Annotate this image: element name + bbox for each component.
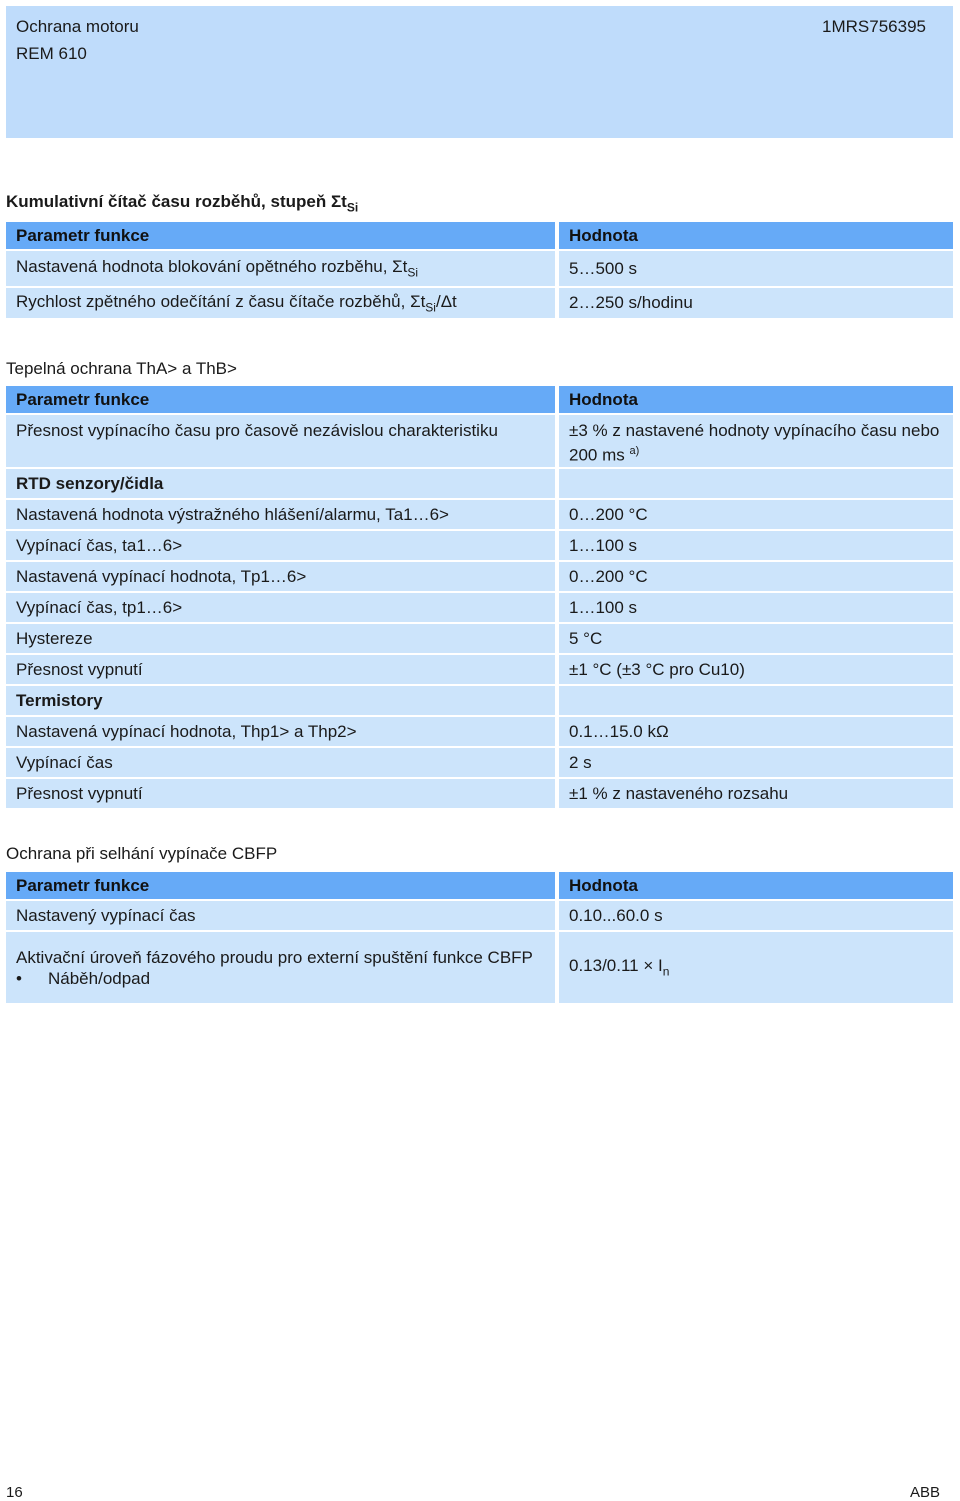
table-row (6, 932, 953, 1005)
value-cell: 5 °C (555, 624, 953, 655)
table-row (6, 562, 953, 593)
value-cell: 0.10...60.0 s (555, 901, 953, 932)
table-row (6, 593, 953, 624)
footnote-marker: a) (629, 445, 640, 457)
value-cell: 1…100 s (555, 531, 953, 562)
parameter-cell: Vypínací čas, tp1…6> (6, 593, 555, 624)
subsection-row-rtd (6, 469, 953, 500)
table-row (6, 415, 953, 469)
column-header-value: Hodnota (555, 386, 953, 415)
parameter-cell: Přesnost vypínacího času pro časově nezávislou charakteristiku (6, 415, 555, 469)
column-header-parameter: Parametr funkce (6, 386, 555, 415)
value-cell: 2…250 s/hodinu (555, 288, 953, 320)
table-cbfp (6, 872, 953, 1005)
parameter-cell: Přesnost vypnutí (6, 779, 555, 810)
value-cell: 5…500 s (555, 251, 953, 288)
column-header-value: Hodnota (555, 222, 953, 251)
section-title-cumulative-counter: Kumulativní čítač času rozběhů, stupeň $\Sigma t_{Si}$ (6, 192, 359, 215)
bullet-marker: • (16, 968, 22, 988)
table-row (6, 655, 953, 686)
page-header (6, 6, 953, 138)
value-cell: 0…200 °C (555, 562, 953, 593)
value-cell: 2 s (555, 748, 953, 779)
value-cell: ±3 % z nastavené hodnoty vypínacího času nebo 200 ms $^{a)}$ (555, 415, 953, 469)
table-row (6, 717, 953, 748)
parameter-cell: Hystereze (6, 624, 555, 655)
parameter-cell: Nastavený vypínací čas (6, 901, 555, 932)
subsection-label: RTD senzory/čidla (6, 469, 555, 500)
subsection-row-thermistors (6, 686, 953, 717)
parameter-cell: Rychlost zpětného odečítání z času čítače rozběhů, $\Sigma t_{Si}/\Delta t$ (6, 288, 555, 320)
value-cell: 0.1…15.0 kΩ (555, 717, 953, 748)
table-row (6, 901, 953, 932)
parameter-cell: Nastavená hodnota výstražného hlášení/alarmu, Ta1…6> (6, 500, 555, 531)
value-cell: 1…100 s (555, 593, 953, 624)
device-model: REM 610 (16, 44, 87, 63)
table-header-row (6, 872, 953, 901)
table-row (6, 500, 953, 531)
column-header-parameter: Parametr funkce (6, 222, 555, 251)
table-row (6, 779, 953, 810)
value-cell: ±1 % z nastaveného rozsahu (555, 779, 953, 810)
parameter-cell: Vypínací čas, ta1…6> (6, 531, 555, 562)
column-header-value: Hodnota (555, 872, 953, 901)
section-title-thermal-protection: Tepelná ochrana ThA> a ThB> (6, 359, 237, 378)
brand-name: ABB (909, 1484, 940, 1501)
table-row (6, 624, 953, 655)
parameter-cell: Vypínací čas (6, 748, 555, 779)
table-row (6, 251, 953, 288)
parameter-cell: Nastavená hodnota blokování opětného rozběhu, $\Sigma t_{Si}$ (6, 251, 555, 288)
subsection-label: Termistory (6, 686, 555, 717)
document-title: Ochrana motoru (16, 17, 139, 36)
table-row (6, 531, 953, 562)
table-thermal-protection (6, 386, 953, 810)
value-cell: ±1 °C (±3 °C pro Cu10) (555, 655, 953, 686)
table-header-row (6, 386, 953, 415)
parameter-cell: Nastavená vypínací hodnota, Thp1> a Thp2> (6, 717, 555, 748)
page-number: 16 (6, 1484, 23, 1501)
value-cell: 0…200 °C (555, 500, 953, 531)
parameter-cell: Aktivační úroveň fázového proudu pro externí spuštění funkce CBFP • Náběh/odpad (6, 932, 555, 1005)
table-header-row (6, 222, 953, 251)
table-row (6, 748, 953, 779)
value-cell: $0.13/0.11 \times I_n$ (555, 932, 953, 1005)
parameter-cell: Nastavená vypínací hodnota, Tp1…6> (6, 562, 555, 593)
table-cumulative-counter (6, 222, 953, 320)
column-header-parameter: Parametr funkce (6, 872, 555, 901)
section-title-cbfp: Ochrana při selhání vypínače CBFP (6, 844, 278, 863)
table-row (6, 288, 953, 320)
parameter-cell: Přesnost vypnutí (6, 655, 555, 686)
document-number: 1MRS756395 (822, 17, 926, 36)
